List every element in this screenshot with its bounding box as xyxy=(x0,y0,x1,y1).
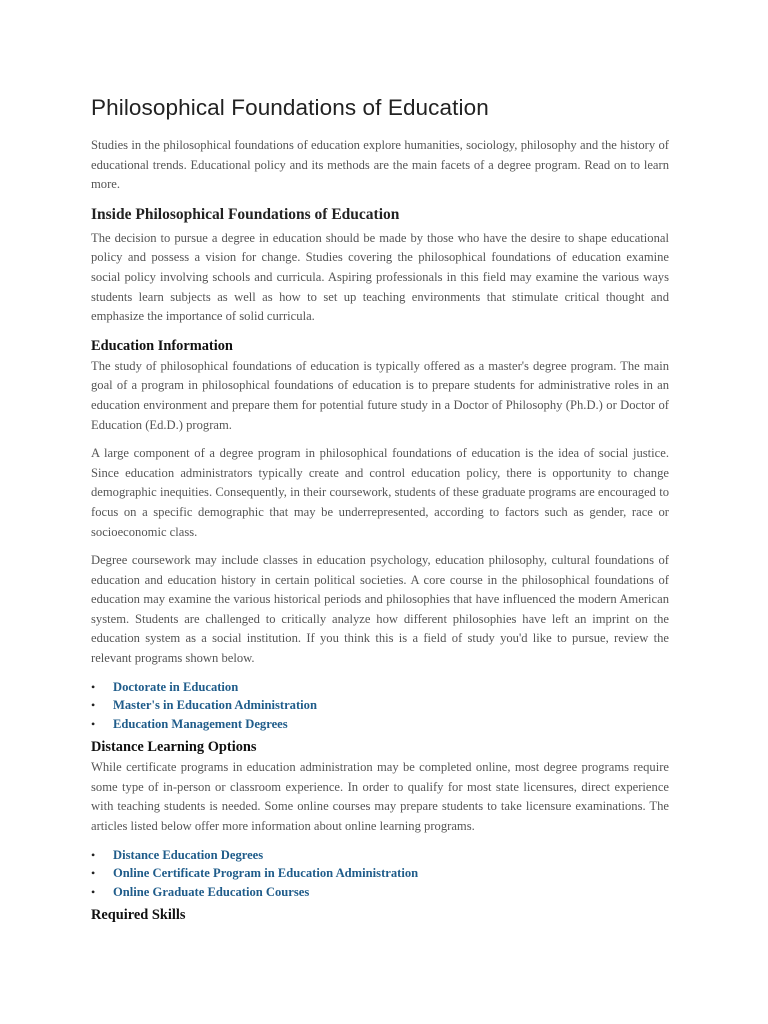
list-item xyxy=(91,696,669,715)
education-paragraph-1: The study of philosophical foundations of education is typically offered as a master's degree program. The main goal of a program in philosophical foundations of education is to prepare students for administrative roles in an education environment and prepare them for potential future study in a Doctor of Philosophy (Ph.D.) or Doctor of Education (Ed.D.) program. xyxy=(91,358,669,432)
list-item xyxy=(91,864,669,883)
link-online-certificate-program[interactable]: Online Certificate Program in Education Administration xyxy=(113,866,419,881)
bullet-icon: • xyxy=(91,698,96,713)
page-title: Philosophical Foundations of Education xyxy=(91,95,489,120)
list-item xyxy=(91,846,669,865)
online-links-list xyxy=(91,846,669,902)
list-item xyxy=(91,883,669,902)
bullet-icon: • xyxy=(91,884,96,899)
bullet-icon: • xyxy=(91,866,96,881)
section-heading-required-skills: Required Skills xyxy=(91,907,186,924)
list-item xyxy=(91,715,669,734)
link-education-management-degrees[interactable]: Education Management Degrees xyxy=(113,716,288,731)
education-paragraph-2: A large component of a degree program in philosophical foundations of education is the idea of social justice. Since education administrators typically create and control education policy, there is opportunity to change demographic inequities. Consequently, in their coursework, students of these graduate programs are encouraged to focus on a specific demographic that may be underrepresented, according to factors such as gender, race or socioeconomic class. xyxy=(91,446,669,539)
bullet-icon: • xyxy=(91,716,96,731)
section-heading-inside: Inside Philosophical Foundations of Education xyxy=(91,205,400,223)
inside-paragraph: The decision to pursue a degree in education should be made by those who have the desire to shape educational policy and possess a vision for change. Studies covering the philosophical foundations of education examine social policy involving schools and curricula. Aspiring professionals in this field may examine the various ways students learn subjects as well as how to set up teaching environments that stimulate critical thought and emphasize the importance of solid curricula. xyxy=(91,230,669,324)
article xyxy=(91,92,669,926)
program-links-list xyxy=(91,678,669,734)
link-masters-education-administration[interactable]: Master's in Education Administration xyxy=(113,698,317,713)
list-item xyxy=(91,678,669,697)
education-paragraph-3: Degree coursework may include classes in education psychology, education philosophy, cultural foundations of education and education history in certain political societies. A core course in the philosophical foundations of education may examine the various historical periods and philosophies that have influenced the modern American system. Students are challenged to critically analyze how different philosophies have left an imprint on the education system as a social institution. If you think this is a field of study you'd like to pursue, review the relevant programs shown below. xyxy=(91,553,669,666)
section-heading-education-information: Education Information xyxy=(91,337,233,354)
distance-paragraph: While certificate programs in education administration may be completed online, most degree programs require some type of in-person or classroom experience. In order to qualify for most state licensures, direct experience with teaching students is needed. Some online courses may prepare students to take licensure examinations. The articles listed below offer more information about online learning programs. xyxy=(91,760,669,833)
link-distance-education-degrees[interactable]: Distance Education Degrees xyxy=(113,847,264,862)
section-heading-distance-learning: Distance Learning Options xyxy=(91,739,257,756)
link-doctorate-in-education[interactable]: Doctorate in Education xyxy=(113,679,239,694)
intro-paragraph: Studies in the philosophical foundations of education explore humanities, sociology, philosophy and the history of educational trends. Educational policy and its methods are the main facets of a degree program. Read on to learn more. xyxy=(91,138,669,192)
link-online-graduate-education-courses[interactable]: Online Graduate Education Courses xyxy=(113,884,310,899)
bullet-icon: • xyxy=(91,847,96,862)
bullet-icon: • xyxy=(91,679,96,694)
